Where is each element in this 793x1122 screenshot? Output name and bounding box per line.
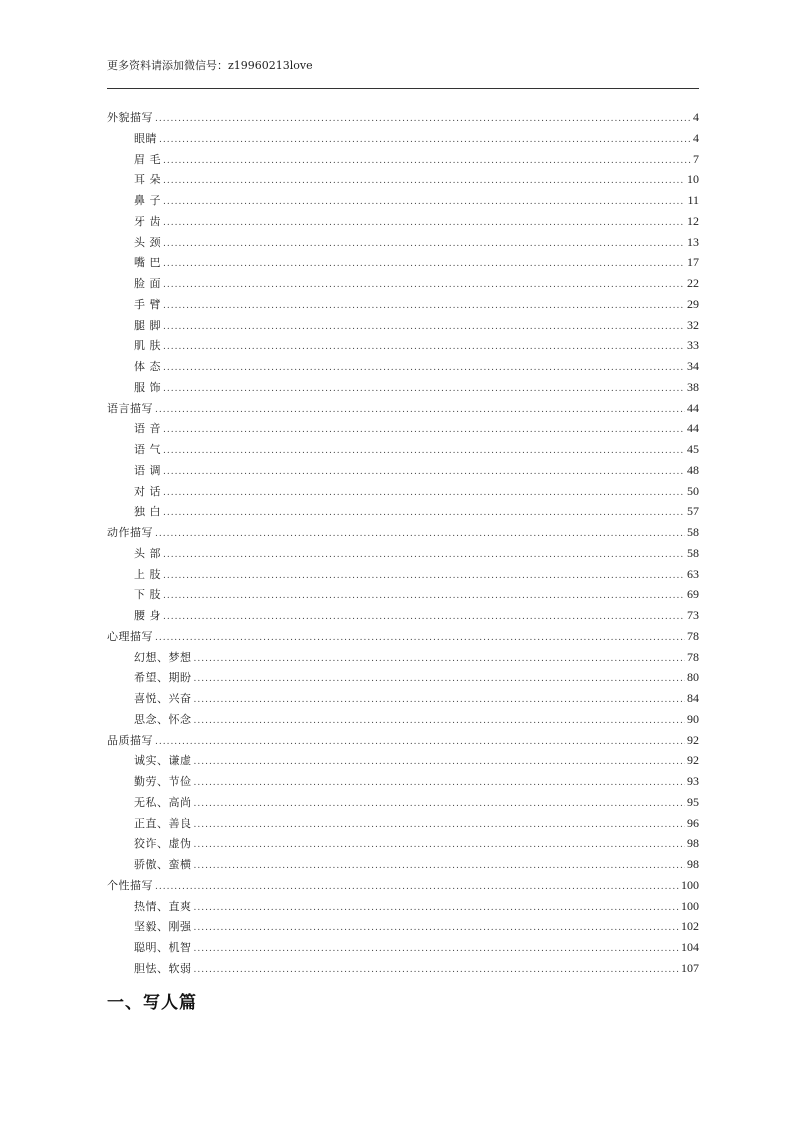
toc-dot-leader (155, 877, 679, 897)
toc-entry-label: 语言描写 (107, 401, 153, 415)
toc-entry-label: 外貌描写 (107, 111, 153, 124)
toc-section-entry[interactable] (107, 626, 699, 647)
toc-entry-label: 头 颈 (134, 235, 161, 249)
toc-dot-leader (194, 794, 686, 814)
toc-subsection-entry[interactable] (107, 273, 699, 294)
toc-dot-leader (159, 130, 691, 150)
toc-page-number: 44 (687, 421, 699, 436)
section-heading: 一、写人篇 (107, 993, 197, 1013)
toc-page-number: 58 (687, 545, 699, 560)
toc-entry-label: 热情、直爽 (134, 899, 192, 913)
toc-page-number: 92 (687, 753, 699, 768)
toc-subsection-entry[interactable] (107, 688, 699, 709)
toc-entry-label: 正直、善良 (134, 816, 192, 830)
toc-page-number: 100 (681, 877, 699, 892)
toc-dot-leader (163, 337, 685, 357)
toc-subsection-entry[interactable] (107, 232, 699, 253)
toc-dot-leader (194, 898, 680, 918)
toc-dot-leader (194, 856, 686, 876)
toc-entry-label: 体 态 (134, 360, 161, 373)
toc-dot-leader (163, 171, 685, 191)
toc-page-number: 7 (693, 151, 699, 166)
toc-section-entry[interactable] (107, 730, 699, 751)
toc-page-number: 104 (681, 940, 699, 954)
toc-entry-label: 头 部 (134, 546, 161, 560)
toc-dot-leader (163, 234, 685, 254)
toc-entry-label: 个性描写 (107, 878, 153, 892)
toc-page-number: 45 (687, 442, 699, 456)
toc-dot-leader (155, 628, 685, 648)
toc-dot-leader (163, 420, 685, 440)
toc-page-number: 38 (687, 379, 699, 394)
toc-dot-leader (194, 711, 686, 731)
toc-entry-label: 手 臂 (134, 297, 161, 311)
toc-page-number: 58 (687, 525, 699, 539)
toc-page-number: 10 (687, 172, 699, 187)
toc-page-number: 96 (687, 815, 699, 830)
toc-entry-label: 眉 毛 (134, 152, 161, 166)
toc-subsection-entry[interactable] (107, 315, 699, 336)
toc-dot-leader (163, 566, 685, 586)
toc-section-entry[interactable] (107, 875, 699, 896)
toc-dot-leader (163, 317, 685, 337)
toc-entry-label: 心理描写 (107, 629, 153, 643)
toc-dot-leader (163, 213, 685, 233)
toc-subsection-entry[interactable] (107, 335, 699, 356)
toc-page-number: 4 (693, 110, 699, 124)
toc-subsection-entry[interactable] (107, 481, 699, 502)
toc-dot-leader (155, 524, 685, 544)
toc-entry-label: 品质描写 (107, 733, 153, 747)
toc-dot-leader (163, 607, 685, 627)
toc-subsection-entry[interactable] (107, 169, 699, 190)
toc-entry-label: 聪明、机智 (134, 941, 192, 954)
toc-page-number: 50 (687, 483, 699, 498)
toc-subsection-entry[interactable] (107, 377, 699, 398)
toc-entry-label: 肌 肤 (134, 339, 161, 353)
toc-entry-label: 腰 身 (134, 609, 161, 622)
toc-subsection-entry[interactable] (107, 813, 699, 834)
toc-subsection-entry[interactable] (107, 605, 699, 626)
toc-entry-label: 耳 朵 (134, 173, 161, 187)
toc-page-number: 69 (687, 587, 699, 602)
toc-entry-label: 无私、高尚 (134, 795, 192, 809)
toc-page-number: 13 (687, 234, 699, 249)
toc-subsection-entry[interactable] (107, 418, 699, 439)
toc-subsection-entry[interactable] (107, 149, 699, 170)
header-text: 更多资料请添加微信号：z19960213love (107, 59, 313, 72)
toc-page-number: 4 (693, 130, 699, 145)
toc-section-entry[interactable] (107, 522, 699, 543)
toc-dot-leader (163, 151, 691, 171)
toc-section-entry[interactable] (107, 398, 699, 419)
toc-entry-label: 动作描写 (107, 526, 153, 539)
toc-entry-label: 幻想、梦想 (134, 650, 192, 664)
toc-page-number: 12 (687, 213, 699, 228)
toc-dot-leader (163, 503, 685, 523)
toc-dot-leader (194, 773, 686, 793)
toc-dot-leader (194, 918, 680, 938)
toc-entry-label: 思念、怀念 (134, 712, 192, 726)
toc-page-number: 44 (687, 400, 699, 415)
toc-subsection-entry[interactable] (107, 128, 699, 149)
toc-page-number: 78 (687, 628, 699, 643)
toc-entry-label: 鼻 子 (134, 194, 161, 207)
toc-dot-leader (194, 815, 686, 835)
toc-page-number: 48 (687, 462, 699, 477)
toc-page-number: 92 (687, 732, 699, 747)
toc-section-entry[interactable] (107, 107, 699, 128)
toc-dot-leader (194, 939, 680, 959)
toc-dot-leader (155, 400, 685, 420)
toc-dot-leader (163, 275, 685, 295)
toc-page-number: 98 (687, 857, 699, 871)
toc-dot-leader (163, 441, 685, 461)
toc-entry-label: 嘴 巴 (134, 256, 161, 270)
toc-dot-leader (155, 732, 685, 752)
toc-dot-leader (194, 960, 680, 980)
toc-dot-leader (194, 752, 686, 772)
toc-subsection-entry[interactable] (107, 750, 699, 771)
toc-entry-label: 上 肢 (134, 567, 161, 581)
toc-page-number: 17 (687, 255, 699, 270)
toc-subsection-entry[interactable] (107, 543, 699, 564)
toc-dot-leader (194, 649, 686, 669)
toc-page-number: 90 (687, 711, 699, 726)
toc-subsection-entry[interactable] (107, 211, 699, 232)
toc-page-number: 100 (681, 898, 699, 913)
toc-subsection-entry[interactable] (107, 896, 699, 917)
toc-entry-label: 语 音 (134, 422, 161, 436)
toc-subsection-entry[interactable] (107, 294, 699, 315)
toc-page-number: 95 (687, 794, 699, 809)
toc-entry-label: 喜悦、兴奋 (134, 692, 192, 705)
toc-entry-label: 骄傲、蛮横 (134, 858, 192, 871)
toc-page-number: 98 (687, 836, 699, 851)
toc-subsection-entry[interactable] (107, 190, 699, 211)
toc-dot-leader (163, 254, 685, 274)
toc-subsection-entry[interactable] (107, 252, 699, 273)
toc-subsection-entry[interactable] (107, 709, 699, 730)
toc-page-number: 93 (687, 774, 699, 788)
toc-dot-leader (163, 192, 685, 212)
toc-dot-leader (163, 545, 685, 565)
toc-entry-label: 腿 脚 (134, 318, 161, 332)
toc-subsection-entry[interactable] (107, 501, 699, 522)
toc-page-number: 102 (681, 919, 699, 934)
toc-subsection-entry[interactable] (107, 937, 699, 958)
toc-dot-leader (155, 109, 691, 129)
toc-entry-label: 眼睛 (134, 131, 157, 145)
toc-entry-label: 语 气 (134, 443, 161, 456)
toc-page-number: 73 (687, 608, 699, 622)
toc-entry-label: 胆怯、软弱 (134, 961, 192, 975)
toc-entry-label: 希望、期盼 (134, 671, 192, 685)
toc-dot-leader (163, 462, 685, 482)
toc-subsection-entry[interactable] (107, 958, 699, 979)
toc-page-number: 22 (687, 276, 699, 290)
toc-dot-leader (194, 690, 686, 710)
toc-subsection-entry[interactable] (107, 584, 699, 605)
toc-entry-label: 语 调 (134, 463, 161, 477)
toc-page-number: 32 (687, 317, 699, 332)
toc-subsection-entry[interactable] (107, 854, 699, 875)
toc-entry-label: 独 白 (134, 505, 161, 519)
toc-subsection-entry[interactable] (107, 356, 699, 377)
toc-page-number: 33 (687, 338, 699, 353)
toc-subsection-entry[interactable] (107, 460, 699, 481)
toc-entry-label: 牙 齿 (134, 214, 161, 228)
toc-subsection-entry[interactable] (107, 771, 699, 792)
toc-subsection-entry[interactable] (107, 439, 699, 460)
toc-subsection-entry[interactable] (107, 667, 699, 688)
toc-dot-leader (163, 358, 685, 378)
toc-subsection-entry[interactable] (107, 564, 699, 585)
toc-entry-label: 下 肢 (134, 588, 161, 602)
toc-entry-label: 勤劳、节俭 (134, 775, 192, 788)
toc-dot-leader (163, 296, 685, 316)
toc-page-number: 78 (687, 649, 699, 664)
toc-page-number: 29 (687, 296, 699, 311)
toc-dot-leader (194, 669, 686, 689)
toc-page-number: 34 (687, 359, 699, 373)
page-header (107, 58, 699, 89)
toc-entry-label: 服 饰 (134, 380, 161, 394)
toc-dot-leader (163, 483, 685, 503)
toc-page-number: 84 (687, 691, 699, 705)
toc-page-number: 63 (687, 566, 699, 581)
toc-subsection-entry[interactable] (107, 792, 699, 813)
toc-entry-label: 对 话 (134, 484, 161, 498)
toc-entry-label: 狡诈、虚伪 (134, 837, 192, 851)
toc-dot-leader (163, 379, 685, 399)
toc-dot-leader (163, 586, 685, 606)
toc-page-number: 107 (681, 960, 699, 975)
toc-page-number: 80 (687, 670, 699, 685)
toc-dot-leader (194, 835, 686, 855)
toc-subsection-entry[interactable] (107, 833, 699, 854)
toc-page-number: 11 (687, 193, 699, 207)
toc-entry-label: 坚毅、刚强 (134, 920, 192, 934)
toc-subsection-entry[interactable] (107, 916, 699, 937)
toc-subsection-entry[interactable] (107, 647, 699, 668)
table-of-contents (107, 107, 699, 979)
toc-entry-label: 诚实、谦虚 (134, 754, 192, 768)
toc-page-number: 57 (687, 504, 699, 519)
toc-entry-label: 脸 面 (134, 277, 161, 290)
